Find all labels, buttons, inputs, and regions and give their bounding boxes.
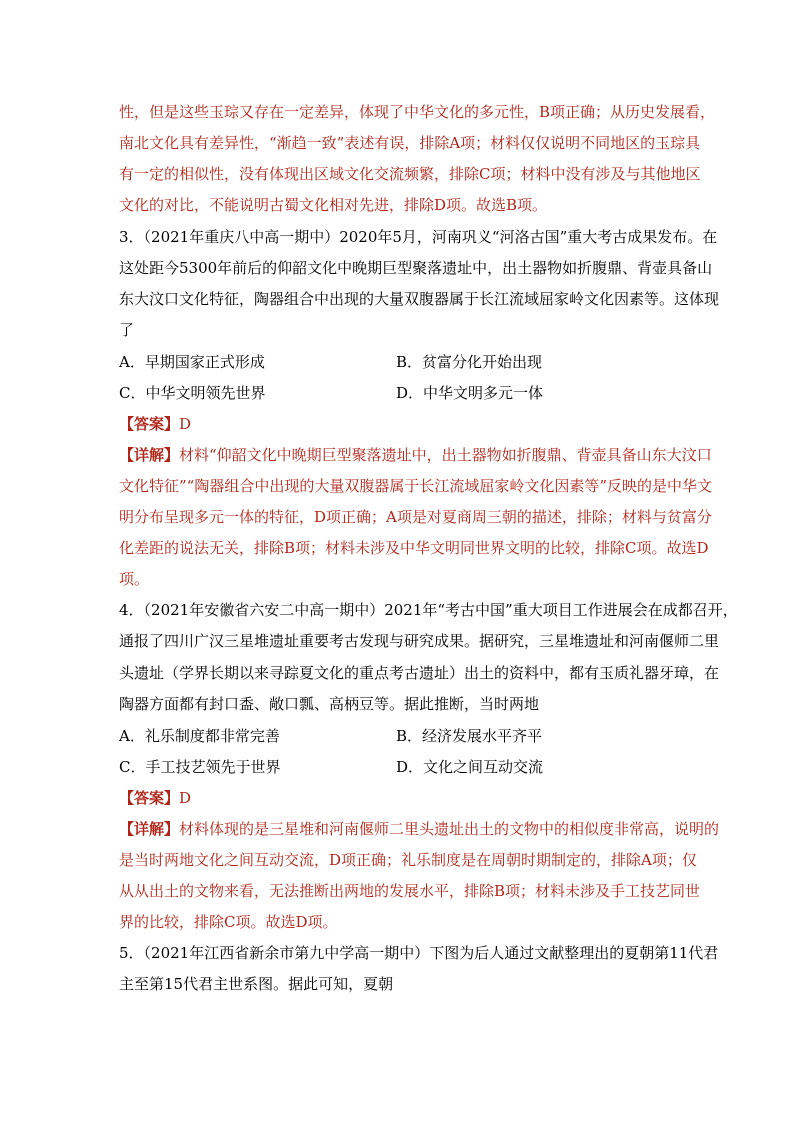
- question-3-option-d: D．中华文明多元一体: [396, 384, 544, 402]
- question-3-detail: 项。: [119, 570, 150, 588]
- question-3-stem: 了: [119, 321, 135, 339]
- explanation-line: 有一定的相似性，没有体现出区域文化交流频繁，排除C项；材料中没有涉及与其他地区: [119, 165, 701, 183]
- question-4-detail: 从从出土的文物来看，无法推断出两地的发展水平，排除B项；材料未涉及手工技艺同世: [119, 882, 701, 900]
- explanation-line: 性，但是这些玉琮又存在一定差异，体现了中华文化的多元性，B项正确；从历史发展看，: [119, 103, 716, 121]
- answer-value: D: [179, 415, 192, 433]
- question-4-option-b: B．经济发展水平齐平: [396, 727, 543, 745]
- detail-tag: 【详解】: [119, 820, 180, 838]
- question-3-option-c: C．中华文明领先世界: [119, 384, 266, 402]
- question-3-option-b: B．贫富分化开始出现: [396, 353, 543, 371]
- answer-value: D: [179, 789, 192, 807]
- question-4-answer: [119, 788, 191, 808]
- explanation-line: 文化的对比，不能说明古蜀文化相对先进，排除D项。故选B项。: [119, 196, 548, 214]
- answer-tag: 【答案】: [119, 789, 180, 807]
- question-4-stem: 头遗址（学界长期以来寻踪夏文化的重点考古遗址）出土的资料中，都有玉质礼器牙璋，在: [119, 664, 720, 682]
- question-4-option-c: C．手工技艺领先于世界: [119, 758, 281, 776]
- question-3-option-a: A．早期国家正式形成: [119, 353, 265, 371]
- answer-tag: 【答案】: [119, 415, 180, 433]
- question-3-detail: 明分布呈现多元一体的特征，D项正确；A项是对夏商周三朝的描述，排除；材料与贫富分: [119, 508, 712, 526]
- question-4-option-d: D．文化之间互动交流: [396, 758, 544, 776]
- question-4-option-a: A．礼乐制度都非常完善: [119, 727, 280, 745]
- question-3-stem: 东大汶口文化特征，陶器组合中出现的大量双腹器属于长江流域屈家岭文化因素等。这体现: [119, 290, 720, 308]
- question-4-detail: [119, 819, 719, 839]
- question-3-stem: 3．（2021年重庆八中高一期中）2020年5月，河南巩义“河洛古国”重大考古成果发布。在: [119, 228, 718, 246]
- explanation-line: 南北文化具有差异性，“渐趋一致”表述有误，排除A项；材料仅仅说明不同地区的玉琮具: [119, 134, 701, 152]
- question-4-stem: 4．（2021年安徽省六安二中高一期中）2021年“考古中国”重大项目工作进展会在成都召开，: [119, 601, 738, 619]
- question-4-detail: 界的比较，排除C项。故选D项。: [119, 913, 338, 931]
- detail-text: 材料“仰韶文化中晚期巨型聚落遗址中，出土器物如折腹鼎、背壶具备山东大汶口: [179, 446, 712, 464]
- question-4-stem: 通报了四川广汉三星堆遗址重要考古发现与研究成果。据研究，三星堆遗址和河南偃师二里: [119, 632, 720, 650]
- question-5-stem: 主至第15代君主世系图。据此可知，夏朝: [119, 975, 394, 993]
- question-4-stem: 陶器方面都有封口盉、敞口瓢、高柄豆等。据此推断，当时两地: [119, 695, 540, 713]
- question-4-detail: 是当时两地文化之间互动交流，D项正确；礼乐制度是在周朝时期制定的，排除A项；仅: [119, 851, 697, 869]
- detail-text: 材料体现的是三星堆和河南偃师二里头遗址出土的文物中的相似度非常高，说明的: [179, 820, 720, 838]
- question-3-detail: 化差距的说法无关，排除B项；材料未涉及中华文明同世界文明的比较，排除C项。故选D: [119, 539, 709, 557]
- question-3-detail: [119, 445, 712, 465]
- question-3-stem: 这处距今5300年前后的仰韶文化中晚期巨型聚落遗址中，出土器物如折腹鼎、背壶具备山: [119, 259, 713, 277]
- question-3-detail: 文化特征”“陶器组合中出现的大量双腹器属于长江流域屈家岭文化因素等”反映的是中华文: [119, 477, 713, 495]
- question-5-stem: 5．（2021年江西省新余市第九中学高一期中）下图为后人通过文献整理出的夏朝第11代君: [119, 944, 719, 962]
- detail-tag: 【详解】: [119, 446, 180, 464]
- question-3-answer: [119, 414, 191, 434]
